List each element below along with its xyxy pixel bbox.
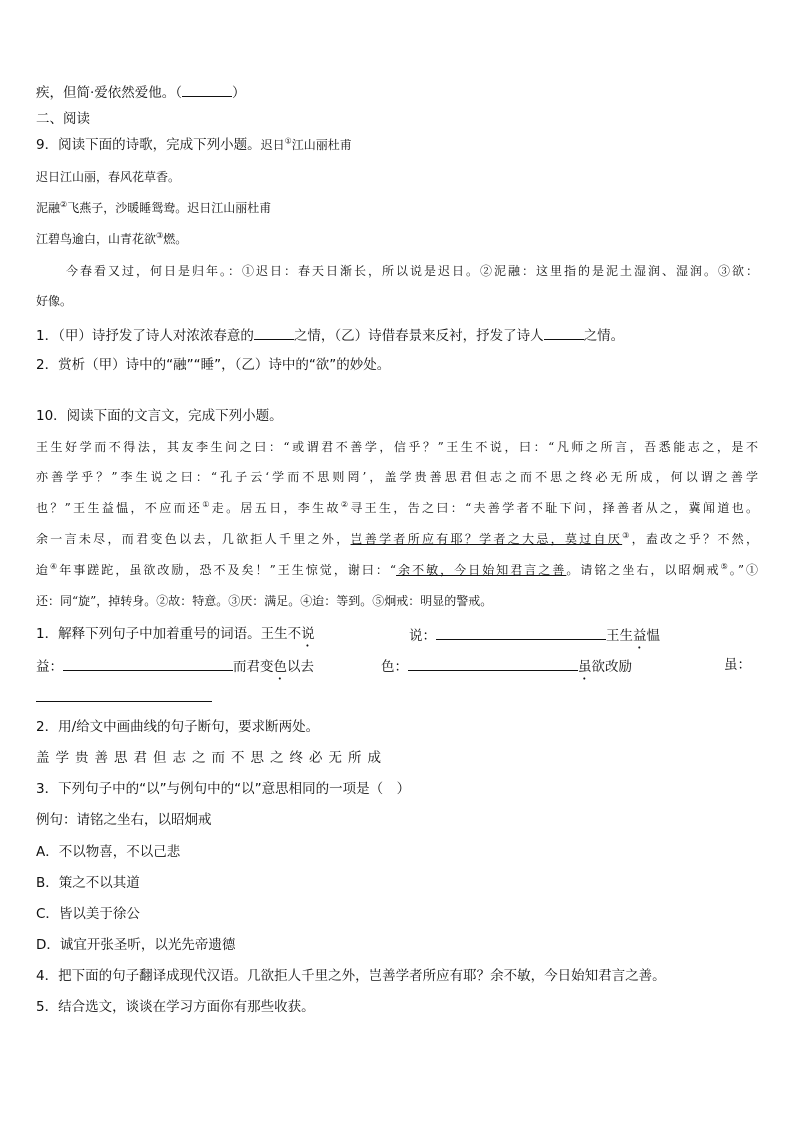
passage-text: ，盍改之乎？不然， <box>631 532 758 546</box>
answer-label: 益： <box>36 659 63 675</box>
poem-notes: 今春看又过，何日是归年。：①迟日：春天日渐长，所以说是迟日。②泥融：这里指的是泥土湿润、湿润。③欲： <box>66 264 758 278</box>
q10-intro: 10．阅读下面的文言文，完成下列小题。 <box>36 408 283 424</box>
underlined-sentence: 余不敏，今日始知君言之善 <box>396 563 567 577</box>
q10-subquestion-1 <box>36 625 315 650</box>
passage-text: 寻王生，告之曰：“夫善学者不耻下问，择善者从之，冀闻道也。 <box>350 501 759 515</box>
poem-text: 江碧鸟逾白，山青花欲 <box>36 232 157 246</box>
answer-blank[interactable] <box>182 82 232 97</box>
subquestion-text: 1．（甲）诗抒发了诗人对浓浓春意的 <box>36 328 254 344</box>
answer-blank[interactable] <box>436 625 606 640</box>
passage-text: 迨 <box>36 563 51 577</box>
answer-line <box>409 625 660 652</box>
poem-text: 燃。 <box>163 232 188 246</box>
option-a[interactable]: A．不以物喜，不以己悲 <box>36 844 181 860</box>
q9-subquestion-2: 2．赏析（甲）诗中的“融”“睡”，（乙）诗中的“欲”的妙处。 <box>36 357 391 373</box>
footnote-mark: ② <box>60 200 68 209</box>
section-heading: 二、阅读 <box>36 111 90 127</box>
footnote-mark: ③ <box>622 531 632 540</box>
continued-question-line <box>36 82 246 102</box>
passage-text: 。请铭之坐右，以昭炯戒 <box>566 563 721 577</box>
footnote-mark: ③ <box>156 231 164 240</box>
footnote-mark: ⑤ <box>720 562 730 571</box>
continued-close: ） <box>232 85 246 101</box>
passage-line <box>36 530 758 548</box>
footnote-mark: ① <box>202 500 212 509</box>
option-b[interactable]: B．策之不以其道 <box>36 875 140 891</box>
answer-line <box>381 656 632 683</box>
footnote-mark: ④ <box>50 562 60 571</box>
emphasized-word: 说 <box>301 626 315 642</box>
subquestion-text: 以去 <box>287 659 314 675</box>
poem-text: 飞燕子，沙暖睡鸳鸯。迟日江山丽杜甫 <box>67 201 272 215</box>
answer-label: 色： <box>381 659 408 675</box>
q10-subquestion-2: 2．用/给文中画曲线的句子断句，要求断两处。 <box>36 719 320 735</box>
emphasized-word: 色 <box>273 659 287 675</box>
subquestion-text: 之情。 <box>583 328 625 344</box>
passage-line <box>36 561 758 579</box>
passage-text: 也？”王生益愠，不应而还 <box>36 501 203 515</box>
poem-text: 泥融 <box>36 201 61 215</box>
q10-subquestion-3: 3．下列句子中的“以”与例句中的“以”意思相同的一项是（ ） <box>36 781 411 797</box>
subquestion-text: 之情，（乙）诗借春景来反衬，抒发了诗人 <box>293 328 544 344</box>
poem-line <box>36 230 187 248</box>
answer-blank[interactable] <box>544 325 584 340</box>
q10-subquestion-5: 5．结合选文，谈谈在学习方面你有那些收获。 <box>36 999 315 1015</box>
q9-intro <box>36 136 352 154</box>
passage-text: 年事蹉跎，虽欲改励，恐不及矣！”王生惊觉，谢曰：“ <box>59 563 397 577</box>
answer-line <box>36 687 212 707</box>
passage-line: 王生好学而不得法，其友李生问之曰：“或谓君不善学，信乎？”王生不说，曰：“凡师之所言，吾悉能志之，是不 <box>36 440 758 454</box>
answer-blank[interactable] <box>408 656 578 671</box>
subquestion-text: 1．解释下列句子中加着重号的词语。王生不 <box>36 626 302 642</box>
continued-text: 疾，但简·爱依然爱他。（ <box>36 85 183 101</box>
q10-subquestion-4: 4．把下面的句子翻译成现代汉语。几欲拒人千里之外，岂善学者所应有耶？余不敏，今日始知君言之善。 <box>36 968 666 984</box>
poem-line: 迟日江山丽，春风花草香。 <box>36 170 181 184</box>
answer-label: 虽： <box>724 657 751 673</box>
passage-line: 亦善学乎？”李生说之曰：“孔子云‘学而不思则罔’，盖学贵善思君但志之而不思之终必无所成，何以谓之善学 <box>36 470 758 484</box>
passage-notes: 还：同“旋”，掉转身。②故：特意。③厌：满足。④迨：等到。⑤炯戒：明显的警戒。 <box>36 594 493 608</box>
sentence-to-punctuate: 盖学贵善思君但志之而不思之终必无所成 <box>36 750 387 766</box>
passage-line <box>36 499 758 517</box>
passage-text: 。”① <box>729 563 758 577</box>
poem-notes-cont: 好像。 <box>36 294 73 308</box>
q9-intro-tail: 江山丽杜甫 <box>291 138 352 152</box>
emphasized-word: 益 <box>633 628 647 644</box>
footnote-mark: ① <box>284 136 292 146</box>
answer-label: 说： <box>409 628 436 644</box>
option-c[interactable]: C．皆以美于徐公 <box>36 906 140 922</box>
emphasized-word: 虽 <box>578 659 592 675</box>
subquestion-text: 而君变 <box>233 659 274 675</box>
answer-blank[interactable] <box>63 656 233 671</box>
underlined-sentence: 岂善学者所应有耶？学者之大忌，莫过自厌 <box>350 532 623 546</box>
answer-blank[interactable] <box>36 687 212 702</box>
poem-line <box>36 199 271 217</box>
answer-blank[interactable] <box>254 325 294 340</box>
subquestion-text: 愠 <box>646 628 660 644</box>
subquestion-text: 王生 <box>606 628 633 644</box>
q9-subquestion-1 <box>36 325 624 345</box>
q9-intro-kai: 迟日 <box>260 138 285 152</box>
option-d[interactable]: D．诚宜开张圣听，以光先帝遗德 <box>36 937 236 953</box>
passage-text: 走。居五日，李生故 <box>211 501 341 515</box>
answer-line <box>36 656 314 683</box>
example-sentence: 例句：请铭之坐右，以昭炯戒 <box>36 812 212 828</box>
subquestion-text: 欲改励 <box>591 659 632 675</box>
footnote-mark: ② <box>340 500 351 509</box>
q9-intro-text: 9．阅读下面的诗歌，完成下列小题。 <box>36 137 261 153</box>
passage-text: 余一言未尽，而君变色以去，几欲拒人千里之外， <box>36 532 351 546</box>
